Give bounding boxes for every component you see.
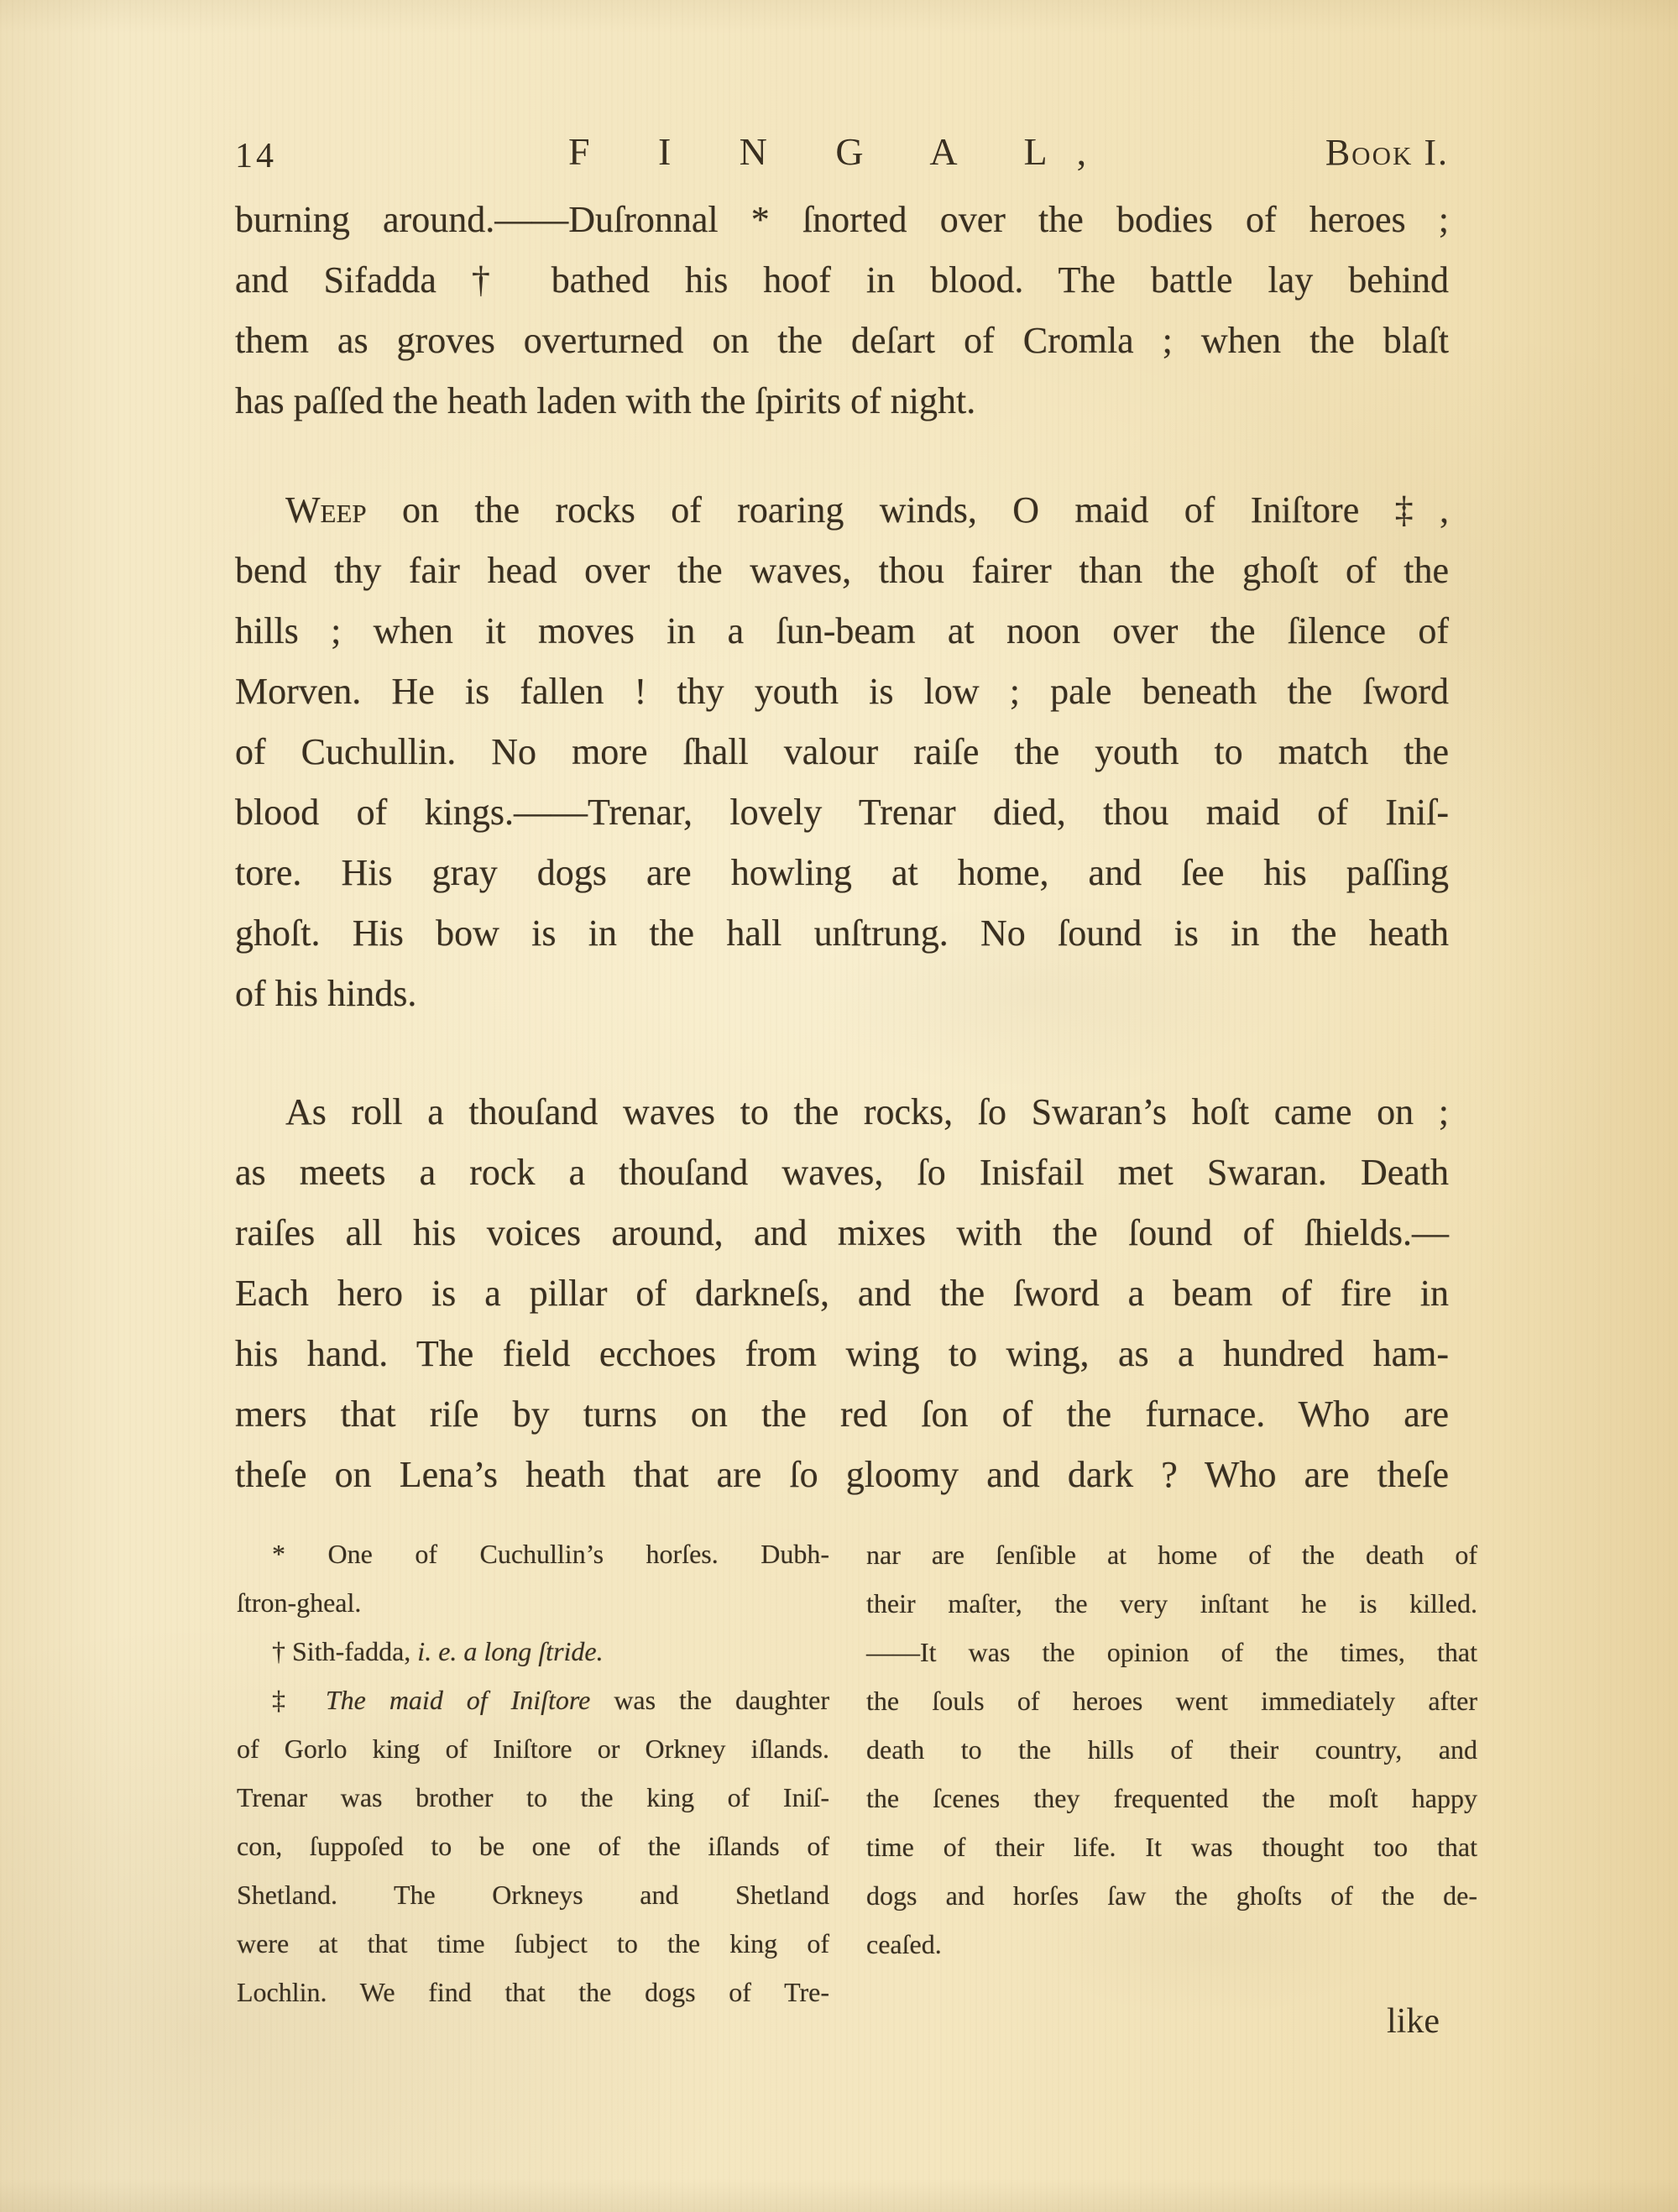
text-line: ghoſt. His bow is in the hall unſtrung. No ſound is in the heath [235, 913, 1449, 954]
text-line: theſe on Lena’s heath that are ſo gloomy and dark ? Who are theſe [235, 1454, 1449, 1495]
text-line: dogs and horſes ſaw the ghoſts of the de- [866, 1880, 1477, 1911]
text-line: of Cuchullin. No more ſhall valour raiſe the youth to match the [235, 731, 1449, 772]
text-line: Morven. He is fallen ! thy youth is low ; pale beneath the ſword [235, 671, 1449, 712]
text-line: death to the hills of their country, and [866, 1734, 1477, 1765]
text-line: as meets a rock a thouſand waves, ſo Inisfail met Swaran. Death [235, 1152, 1449, 1193]
text-line: ſtron-gheal. [237, 1587, 362, 1618]
text-segment: Weep [285, 489, 367, 531]
text-line: ceaſed. [866, 1929, 942, 1959]
text-line: time of their life. It was thought too that [866, 1832, 1477, 1862]
text-line: them as groves overturned on the deſart of Cromla ; when the blaſt [235, 320, 1449, 361]
text-line: As roll a thouſand waves to the rocks, ſo Swaran’s hoſt came on ; [285, 1091, 1449, 1132]
text-line [235, 480, 1449, 541]
text-segment: ‡ [272, 1685, 326, 1715]
text-line: * One of Cuchullin’s horſes. Dubh- [272, 1539, 829, 1569]
paragraph-1 [235, 190, 1449, 431]
text-line: nar are ſenſible at home of the death of [866, 1540, 1477, 1570]
text-line: were at that time ſubject to the king of [237, 1928, 829, 1958]
text-line: tore. His gray dogs are howling at home, and ſee his paſſing [235, 852, 1449, 893]
text-segment: on the rocks of roaring winds, O maid of Iniſtore ‡, [366, 489, 1449, 531]
text-line: raiſes all his voices around, and mixes with the ſound of ſhields.— [235, 1212, 1449, 1253]
text-line: ——It was the opinion of the times, that [866, 1637, 1477, 1667]
text-segment: † Sith-fadda, [272, 1636, 418, 1666]
running-head [235, 128, 1449, 181]
text-line: and Sifadda † bathed his hoof in blood. The battle lay behind [235, 259, 1449, 301]
text-line: Each hero is a pillar of darkneſs, and the ſword a beam of fire in [235, 1273, 1449, 1314]
text-segment: was the daughter [590, 1685, 829, 1715]
text-line: bend thy fair head over the waves, thou fairer than the ghoſt of the [235, 550, 1449, 591]
page-number: 14 [235, 137, 277, 175]
text-line: Shetland. The Orkneys and Shetland [237, 1880, 829, 1910]
running-title: F I N G A L, [567, 130, 1116, 173]
paragraph-2 [235, 480, 1449, 1024]
text-line: the ſcenes they frequented the moſt happy [866, 1783, 1477, 1813]
text-line: of Gorlo king of Iniſtore or Orkney iſlands. [237, 1734, 829, 1764]
text-line: mers that riſe by turns on the red ſon of the furnace. Who are [235, 1394, 1449, 1435]
text-line: of his hinds. [235, 973, 417, 1014]
paragraph-3 [235, 1082, 1449, 1505]
text-line [237, 1676, 829, 1724]
text-segment: i. e. a long ſtride. [417, 1636, 604, 1666]
text-line: his hand. The field ecchoes from wing to wing, as a hundred ham- [235, 1333, 1449, 1374]
text-line: con, ſuppoſed to be one of the iſlands of [237, 1831, 829, 1861]
text-line: their maſter, the very inſtant he is killed. [866, 1588, 1477, 1618]
footnote-column-right [866, 1530, 1477, 1969]
text-line: blood of kings.——Trenar, lovely Trenar died, thou maid of Iniſ- [235, 792, 1449, 833]
catchword: like [1387, 2002, 1440, 2041]
text-line: the ſouls of heroes went immediately after [866, 1686, 1477, 1716]
text-line [237, 1627, 829, 1676]
text-line: hills ; when it moves in a ſun-beam at noon over the ſilence of [235, 610, 1449, 651]
book-label: Book I. [1325, 132, 1449, 173]
text-segment: The maid of Iniſtore [325, 1685, 591, 1715]
text-line: Lochlin. We find that the dogs of Tre- [237, 1977, 829, 2007]
footnote-column-left [237, 1530, 829, 2016]
text-line: burning around.——Duſronnal * ſnorted over the bodies of heroes ; [235, 199, 1449, 240]
text-line: has paſſed the heath laden with the ſpirits of night. [235, 380, 976, 421]
text-line: Trenar was brother to the king of Iniſ- [237, 1782, 829, 1812]
